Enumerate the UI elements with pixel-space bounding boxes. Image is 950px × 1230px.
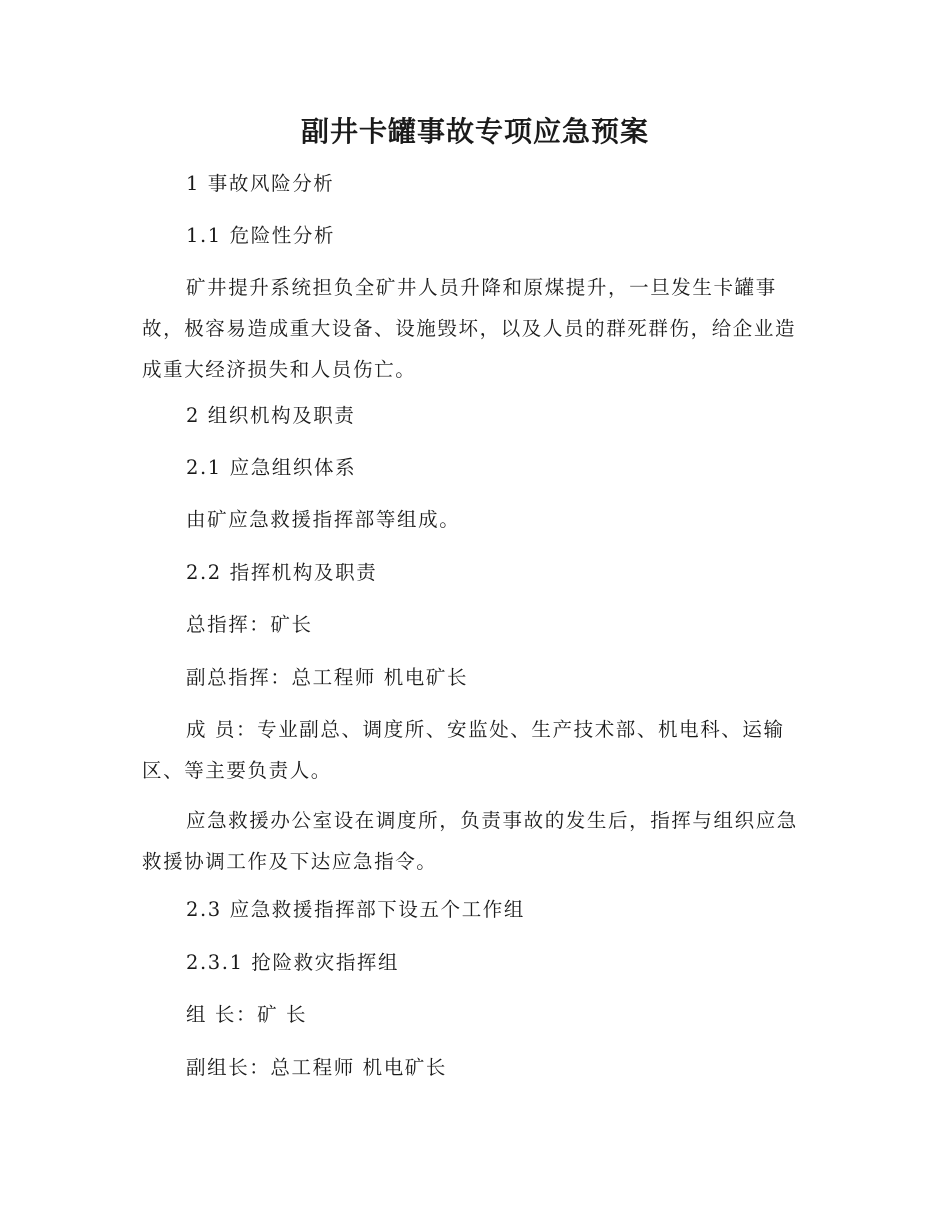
paragraph-emergency-office: 应急救援办公室设在调度所，负责事故的发生后，指挥与组织应急救援协调工作及下达应急指令。 (142, 809, 798, 873)
paragraph-risk-analysis: 矿井提升系统担负全矿井人员升降和原煤提升，一旦发生卡罐事故，极容易造成重大设备、设施毁坏，以及人员的群死群伤，给企业造成重大经济损失和人员伤亡。 (142, 276, 797, 381)
paragraph-commander: 总指挥：矿长 (186, 613, 313, 636)
paragraph-org-system: 由矿应急救援指挥部等组成。 (186, 508, 461, 531)
document-title: 副井卡罐事故专项应急预案 (300, 115, 649, 148)
paragraph-deputy-group-leader: 副组长：总工程师 机电矿长 (186, 1056, 447, 1079)
paragraph-group-leader: 组 长：矿 长 (186, 1003, 308, 1026)
heading-1-1: 1.1 危险性分析 (186, 224, 336, 247)
heading-2-3-1: 2.3.1 抢险救灾指挥组 (186, 951, 400, 974)
heading-2-3: 2.3 应急救援指挥部下设五个工作组 (186, 898, 526, 921)
heading-1: 1 事故风险分析 (186, 172, 335, 195)
heading-2-2: 2.2 指挥机构及职责 (186, 561, 378, 584)
paragraph-deputy-commander: 副总指挥：总工程师 机电矿长 (186, 666, 469, 689)
heading-2-1: 2.1 应急组织体系 (186, 456, 357, 479)
heading-2: 2 组织机构及职责 (186, 404, 356, 427)
paragraph-members: 成 员：专业副总、调度所、安监处、生产技术部、机电科、运输区、等主要负责人。 (142, 718, 785, 782)
